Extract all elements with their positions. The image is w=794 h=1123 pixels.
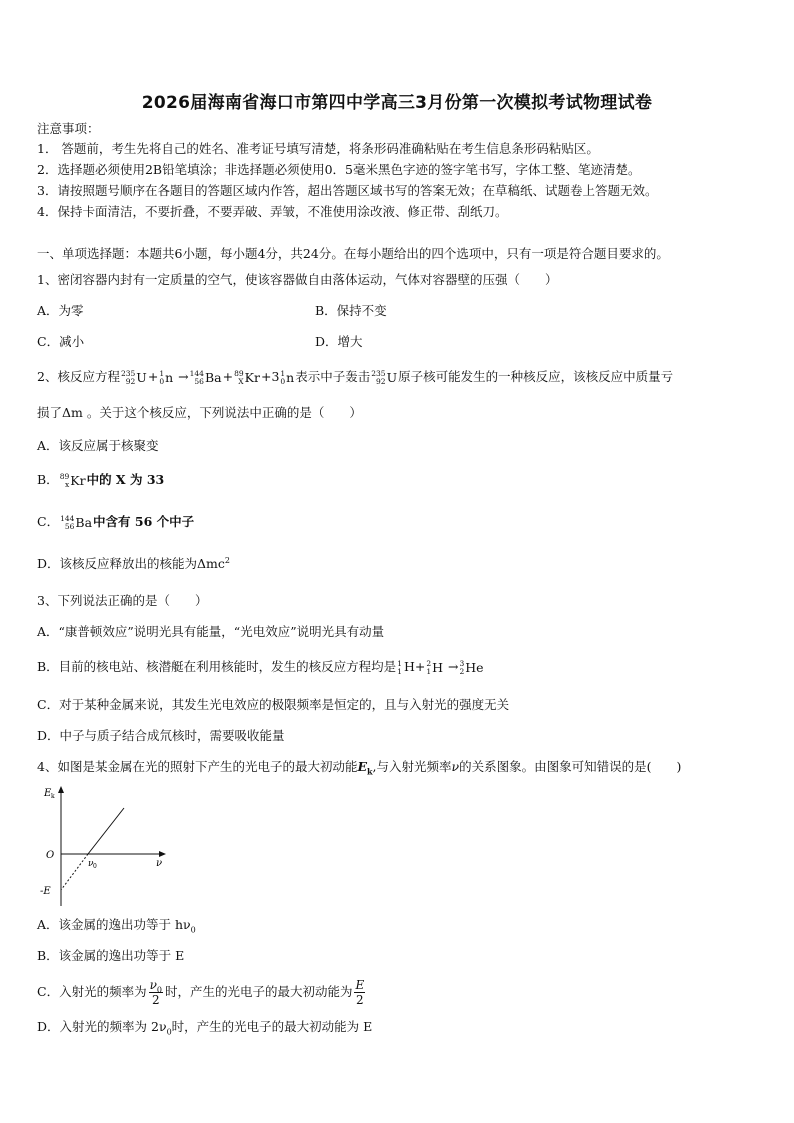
notice-heading: 注意事项： — [37, 121, 100, 136]
q4-option-b: B．该金属的逸出功等于 E — [37, 948, 185, 963]
question-2-stem-line2: 损了Δm 。关于这个核反应，下列说法中正确的是（ ） — [37, 405, 362, 420]
q2-mid: 表示中子轰击 — [295, 369, 371, 384]
q2-suffix: 原子核可能发生的一种核反应，该核反应中质量亏 — [398, 369, 674, 384]
krypton-nuclide: 89 X Kr — [234, 368, 260, 386]
graph-y-label: E — [44, 788, 52, 799]
q2-prefix: 2、核反应方程 — [37, 369, 120, 384]
page-title: 2026届海南省海口市第四中学高三3月份第一次模拟考试物理试卷 — [141, 93, 653, 113]
graph-x-label: ν — [156, 858, 163, 869]
section-heading: 一、单项选择题：本题共6小题，每小题4分，共24分。在每小题给出的四个选项中，只有一项是符合题目要求的。 — [37, 246, 669, 261]
question-1-stem: 1、密闭容器内封有一定质量的空气，使该容器做自由落体运动，气体对容器壁的压强（ ） — [37, 272, 558, 287]
uranium-nuclide: 235 92 U — [371, 368, 398, 386]
q3-option-b: B．目前的核电站、核潜艇在利用核能时，发生的核反应方程均是 1 1 H+ 2 1 H → 3 2 He — [37, 658, 484, 676]
question-2-stem: 2、核反应方程 235 92 U + 1 0 n → 144 56 Ba + 89 X Kr +3 1 0 n 表示中子轰击 235 92 U 原子核可能发生的一种核反应，该核反应中质量亏 — [37, 368, 674, 386]
q3-option-d: D．中子与质子结合成氘核时，需要吸收能量 — [37, 728, 285, 743]
q2-option-a: A．该反应属于核聚变 — [37, 438, 159, 453]
q1-option-b: B．保持不变 — [315, 303, 387, 318]
notice-item: 3．请按照题号顺序在各题目的答题区域内作答，超出答题区域书写的答案无效；在草稿纸、试题卷上答题无效。 — [37, 183, 658, 198]
fraction-e-over-2: $\frac{E}{2}$ — [355, 978, 365, 1007]
uranium-nuclide: 235 92 U — [120, 368, 147, 386]
q4-option-c: C．入射光的频率为 $\frac{\nu_0}{2}$ 时，产生的光电子的最大初动能为 $\frac{E}{2}$ — [37, 978, 365, 1007]
graph-y-label-sub: k — [51, 793, 55, 800]
barium-nuclide: 144 56 Ba — [189, 368, 222, 386]
question-4-stem: 4、如图是某金属在光的照射下产生的光电子的最大初动能$E_k$,与入射光频率ν的关系图象。由图象可知错误的是( ) — [37, 759, 682, 777]
q4-option-a: A．该金属的逸出功等于 $h\nu_0$ — [37, 917, 196, 935]
notice-item: 2．选择题必须使用2B铅笔填涂；非选择题必须使用0．5毫米黑色字迹的签字笔书写，字体工整、笔迹清楚。 — [37, 162, 641, 177]
q3-option-c: C．对于某种金属来说，其发生光电效应的极限频率是恒定的，且与入射光的强度无关 — [37, 697, 510, 712]
graph-origin-label: O — [46, 850, 55, 861]
neutron-nuclide: 1 0 n — [280, 368, 295, 386]
graph-neg-e-label: -E — [40, 886, 51, 897]
q2-option-d: D．该核反应释放出的核能为Δmc$^2$ — [37, 555, 230, 571]
graph-nu0-sub: 0 — [93, 863, 97, 870]
ek-vs-frequency-graph — [36, 782, 176, 914]
q1-option-d: D．增大 — [315, 334, 363, 349]
q3-option-a: A．“康普顿效应”说明光具有能量，“光电效应”说明光具有动量 — [37, 624, 385, 639]
neutron-nuclide: 1 0 n — [159, 368, 174, 386]
fraction-nu0-over-2: $\frac{\nu_0}{2}$ — [149, 978, 162, 1007]
graph-nu0-label: ν — [88, 859, 94, 869]
notice-item: 4．保持卡面清洁，不要折叠，不要弄破、弄皱，不准使用涂改液、修正带、刮纸刀。 — [37, 204, 508, 219]
q1-option-a: A．为零 — [37, 303, 84, 318]
question-3-stem: 3、下列说法正确的是（ ） — [37, 593, 208, 608]
notice-item: 1． 答题前，考生先将自己的姓名、准考证号填写清楚，将条形码准确粘贴在考生信息条形码粘贴区。 — [37, 141, 599, 156]
q4-option-d: D．入射光的频率为 $2\nu_0$时，产生的光电子的最大初动能为 E — [37, 1019, 373, 1037]
q2-option-c: C． 144 56 Ba 中含有 56 个中子 — [37, 513, 195, 531]
q1-option-c: C．减小 — [37, 334, 85, 349]
barium-nuclide: 144 56 Ba — [60, 513, 93, 531]
krypton-nuclide: 89 x Kr — [59, 471, 86, 489]
q2-option-b: B． 89 x Kr 中的 X 为 33 — [37, 471, 165, 489]
